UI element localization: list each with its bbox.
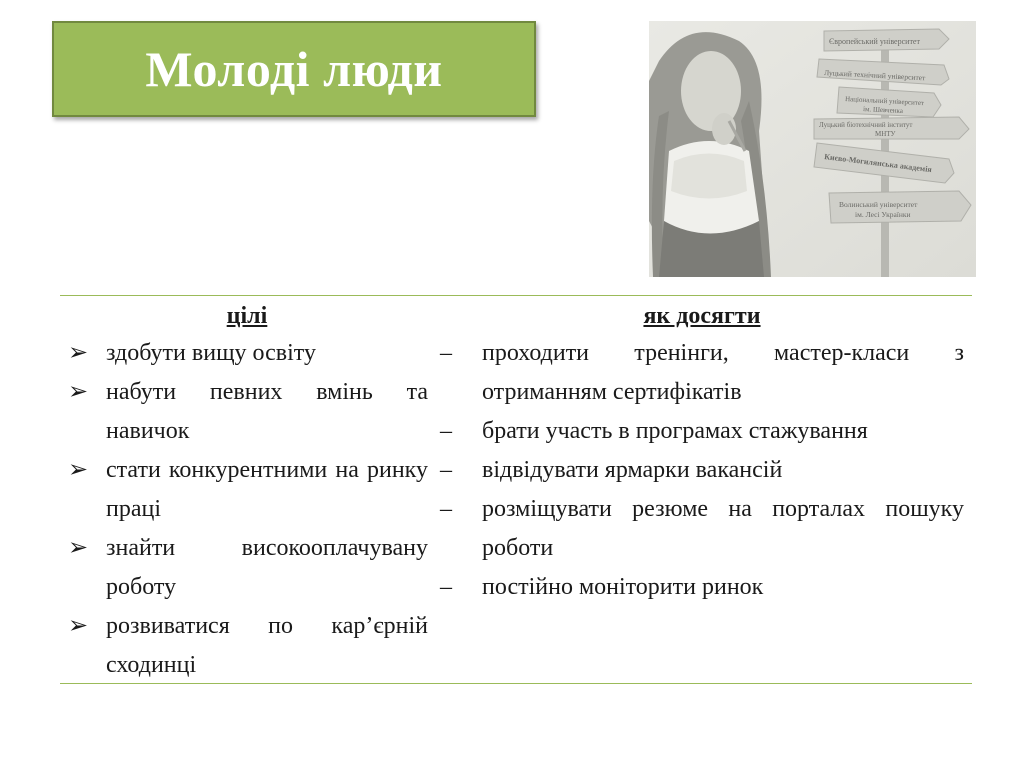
table-bottom-rule — [60, 683, 972, 684]
arrow-bullet-icon: ➢ — [68, 613, 89, 639]
list-item — [66, 451, 428, 529]
list-item — [66, 607, 428, 685]
goals-header: цілі — [226, 303, 268, 329]
dash-bullet-icon: – — [440, 340, 452, 366]
sign-label: Києво-Могилянська академія — [823, 152, 933, 175]
list-item — [440, 334, 964, 412]
method-text: постійно моніторити ринок — [482, 574, 764, 600]
sign-label: Луцький технічний університет — [823, 68, 926, 83]
sign-label: Європейський університет — [829, 37, 920, 46]
method-text: брати участь в програмах стажування — [482, 418, 868, 444]
student-signpost-photo — [649, 21, 976, 277]
method-text: розміщувати резюме на порталах пошуку роботи — [482, 496, 964, 561]
dash-bullet-icon: – — [440, 457, 452, 483]
methods-column — [440, 300, 964, 607]
table-top-rule — [60, 295, 972, 296]
sign-label: Волинський університет — [839, 200, 918, 209]
dash-bullet-icon: – — [440, 496, 452, 522]
sign-label: Луцький біотехнічний інститут — [819, 121, 913, 129]
methods-header: як досягти — [643, 303, 761, 329]
arrow-bullet-icon: ➢ — [68, 340, 89, 366]
dash-bullet-icon: – — [440, 418, 452, 444]
sign-label: ім. Шевченка — [862, 105, 904, 116]
list-item — [440, 568, 964, 607]
goals-column — [66, 300, 428, 685]
goal-text: стати конкурентними на ринку праці — [106, 457, 428, 522]
list-item — [440, 412, 964, 451]
title-banner — [52, 21, 536, 117]
slide-title: Молоді люди — [145, 41, 443, 97]
photo-illustration — [649, 21, 976, 277]
goal-text: набути певних вмінь та навичок — [106, 379, 428, 444]
goal-text: здобути вищу освіту — [106, 340, 316, 366]
list-item — [66, 334, 428, 373]
dash-bullet-icon: – — [440, 574, 452, 600]
arrow-bullet-icon: ➢ — [68, 535, 89, 561]
list-item — [440, 490, 964, 568]
goal-text: розвиватися по кар’єрній сходинці — [106, 613, 428, 678]
list-item — [66, 529, 428, 607]
sign-label: МНТУ — [875, 130, 896, 138]
method-text: проходити тренінги, мастер-класи з отриманням сертифікатів — [482, 340, 964, 405]
goal-text: знайти високооплачувану роботу — [106, 535, 428, 600]
method-text: відвідувати ярмарки вакансій — [482, 457, 783, 483]
arrow-bullet-icon: ➢ — [68, 457, 89, 483]
arrow-bullet-icon: ➢ — [68, 379, 89, 405]
list-item — [440, 451, 964, 490]
sign-label: ім. Лесі Українки — [855, 210, 911, 219]
list-item — [66, 373, 428, 451]
sign-label: Національний університет — [844, 95, 925, 108]
